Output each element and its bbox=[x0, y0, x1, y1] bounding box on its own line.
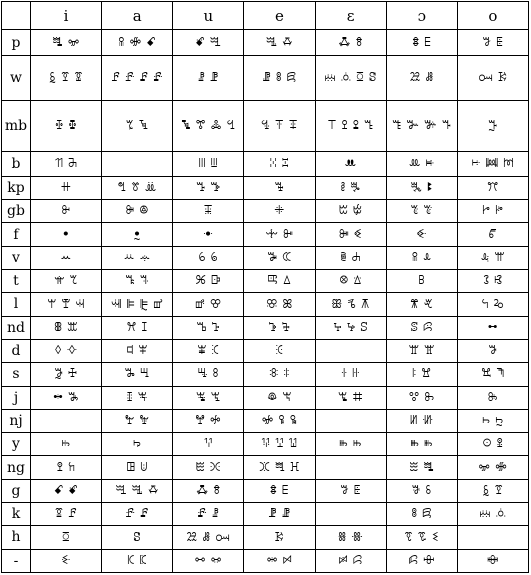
syllable-cell: ꕓ ꕔ bbox=[244, 270, 315, 293]
syllable-cell: ꔳ ꔴ bbox=[386, 200, 457, 223]
consonant-label: g bbox=[2, 479, 31, 502]
syllable-cell: ꔛ ꔜ bbox=[386, 151, 457, 176]
syllable-cell: ꖚ ꖛ bbox=[315, 386, 386, 409]
table-row bbox=[2, 503, 529, 526]
syllable-cell bbox=[31, 409, 102, 432]
syllable-cell: ꕬ ꕭ bbox=[31, 316, 102, 339]
syllable-cell bbox=[315, 456, 386, 479]
consonant-label: v bbox=[2, 246, 31, 269]
syllable-cell: ꖃ bbox=[457, 339, 528, 362]
syllable-cell: ꕍ ꕎ bbox=[31, 270, 102, 293]
syllable-cell: ꔩ ꔪ bbox=[386, 176, 457, 199]
syllable-cell: ꗅ ꗆ ꗇ bbox=[102, 479, 173, 502]
syllable-cell: ꖺ ꖻ bbox=[173, 456, 244, 479]
table-row bbox=[2, 526, 529, 549]
consonant-label: j bbox=[2, 386, 31, 409]
syllable-cell: ꔏ ꔐ ꔑ ꔒ bbox=[386, 100, 457, 151]
syllable-cell: ꗘ ꗙ bbox=[244, 503, 315, 526]
syllable-cell: ꕥ ꕦ ꕧ bbox=[315, 293, 386, 316]
syllable-cell bbox=[315, 503, 386, 526]
consonant-label: y bbox=[2, 433, 31, 456]
syllable-cell: ꖟ ꖠ bbox=[102, 409, 173, 432]
syllable-cell: ꔸ bbox=[102, 223, 173, 246]
syllable-cell: ꗴ bbox=[457, 549, 528, 572]
syllable-cell: ꔫ bbox=[457, 176, 528, 199]
syllable-cell: ꔾ bbox=[386, 223, 457, 246]
syllable-cell: ꔬ bbox=[31, 200, 102, 223]
syllable-cell: ꗎ ꗏ bbox=[386, 479, 457, 502]
syllable-cell: ꖲ ꖳ bbox=[386, 433, 457, 456]
consonant-label: gb bbox=[2, 200, 31, 223]
syllable-cell: ꕁ ꕂ bbox=[102, 246, 173, 269]
syllable-cell: ꗆ ꗇ bbox=[244, 30, 315, 56]
syllable-cell: ꗪ ꗫ bbox=[102, 549, 173, 572]
syllable-cell: ꕼ ꕽ bbox=[102, 339, 173, 362]
consonant-label: ng bbox=[2, 456, 31, 479]
table-row bbox=[2, 363, 529, 386]
syllable-cell: ꕪ ꕫ bbox=[457, 293, 528, 316]
consonant-label: mb bbox=[2, 100, 31, 151]
syllable-cell: ꖣ ꖤ ꖥ bbox=[244, 409, 315, 432]
syllable-cell: ꖬ bbox=[173, 433, 244, 456]
syllable-cell: ꕮ ꕯ bbox=[102, 316, 173, 339]
syllable-cell: ꗖ ꗗ bbox=[173, 503, 244, 526]
consonant-label: l bbox=[2, 293, 31, 316]
syllable-cell: ꗜ ꗝ bbox=[457, 503, 528, 526]
table-row bbox=[2, 223, 529, 246]
vowel-header-u: u bbox=[173, 2, 244, 30]
syllable-cell: ꕑ ꕒ bbox=[173, 270, 244, 293]
table-row bbox=[2, 339, 529, 362]
syllable-cell: ꖈ ꖉ bbox=[173, 363, 244, 386]
table-row bbox=[2, 386, 529, 409]
syllable-cell: ꔰ bbox=[244, 200, 315, 223]
syllable-cell: ꕲ ꕳ bbox=[244, 316, 315, 339]
syllable-cell: ꔂ ꔃ bbox=[102, 100, 173, 151]
syllable-cell: ꕇ ꕈ bbox=[315, 246, 386, 269]
syllable-cell: ꔷ bbox=[31, 223, 102, 246]
table-row bbox=[2, 176, 529, 199]
syllable-cell: ꕷ ꕸ bbox=[386, 316, 457, 339]
syllable-cell: ꔿ bbox=[457, 223, 528, 246]
syllable-cell: ꔼ ꔽ bbox=[315, 223, 386, 246]
consonant-label: p bbox=[2, 30, 31, 56]
table-row bbox=[2, 433, 529, 456]
syllable-cell bbox=[457, 526, 528, 549]
syllable-cell: ꕡ ꕢ bbox=[173, 293, 244, 316]
syllable-cell: ꔭ ꔮ bbox=[102, 200, 173, 223]
syllable-cell: ꗣ bbox=[244, 526, 315, 549]
syllable-cell: ꕅ ꕆ bbox=[244, 246, 315, 269]
syllable-cell: ꗔ ꗕ bbox=[102, 503, 173, 526]
syllable-cell: ꕏ ꕐ bbox=[102, 270, 173, 293]
syllable-cell: ꖘ ꖙ bbox=[244, 386, 315, 409]
table-row bbox=[2, 456, 529, 479]
syllable-cell: ꖞ bbox=[457, 386, 528, 409]
table-row bbox=[2, 246, 529, 269]
syllable-cell: ꖄ ꖅ bbox=[31, 363, 102, 386]
syllable-cell: ꖀ bbox=[244, 339, 315, 362]
consonant-label: d bbox=[2, 339, 31, 362]
table-row bbox=[2, 549, 529, 572]
table-row bbox=[2, 316, 529, 339]
syllable-cell: ꗦ ꗧ ꗨ bbox=[386, 526, 457, 549]
syllable-cell: ꗌ ꗍ bbox=[457, 30, 528, 56]
syllable-cell: ꗒ ꗓ bbox=[31, 503, 102, 526]
table-row bbox=[2, 100, 529, 151]
syllable-cell: ꖁ ꖂ bbox=[386, 339, 457, 362]
table-row bbox=[2, 270, 529, 293]
syllable-cell bbox=[315, 409, 386, 432]
syllable-cell: ꔖ ꔗ bbox=[173, 151, 244, 176]
syllable-cell: ꕋ ꕌ bbox=[457, 246, 528, 269]
syllable-cell: ꗐ ꗑ bbox=[457, 479, 528, 502]
consonant-label: w bbox=[2, 56, 31, 101]
syllable-cell: ꗢ ꗣ bbox=[457, 56, 528, 101]
syllable-cell: ꗠ ꗡ bbox=[386, 56, 457, 101]
syllable-cell: ꖖ ꖗ bbox=[173, 386, 244, 409]
vowel-header-o: o bbox=[457, 2, 528, 30]
syllable-cell: ꔧ ꔨ bbox=[315, 176, 386, 199]
syllable-cell bbox=[102, 151, 173, 176]
syllable-cell: ꖆ ꖇ bbox=[102, 363, 173, 386]
syllable-cell: ꖪ bbox=[31, 433, 102, 456]
syllable-cell bbox=[315, 339, 386, 362]
syllable-cell: ꗁ ꗂ bbox=[457, 456, 528, 479]
syllable-cell: ꖎ ꖏ bbox=[386, 363, 457, 386]
table-row bbox=[2, 479, 529, 502]
syllable-cell: ꔡ ꔢ ꔣ bbox=[102, 176, 173, 199]
syllable-cell: ꔔ ꔕ bbox=[31, 151, 102, 176]
syllable-cell: ꖴ ꖵ bbox=[457, 433, 528, 456]
syllable-cell: ꗠ ꗡ ꗢ bbox=[173, 526, 244, 549]
syllable-cell: ꔀ ꔁ bbox=[31, 100, 102, 151]
table-row bbox=[2, 409, 529, 432]
syllable-cell: ꗙ ꗚ ꗛ bbox=[244, 56, 315, 101]
table-body bbox=[2, 30, 529, 573]
syllable-cell: ꔘ ꔙ bbox=[244, 151, 315, 176]
table-row bbox=[2, 30, 529, 56]
vowel-header-a: a bbox=[102, 2, 173, 30]
syllable-cell: ꗈ ꗉ bbox=[173, 479, 244, 502]
syllable-cell: ꖊ ꖋ bbox=[244, 363, 315, 386]
consonant-label: kp bbox=[2, 176, 31, 199]
consonant-label: f bbox=[2, 223, 31, 246]
vowel-header-e: e bbox=[244, 2, 315, 30]
syllable-cell: ꔋ ꔌ ꔍ ꔎ bbox=[315, 100, 386, 151]
syllable-cell: ꔹ bbox=[173, 223, 244, 246]
consonant-label: b bbox=[2, 151, 31, 176]
syllable-cell: ꗩ bbox=[31, 549, 102, 572]
syllable-cell: ꖿ ꗀ bbox=[386, 456, 457, 479]
vowel-header-row bbox=[2, 2, 529, 30]
consonant-label: h bbox=[2, 526, 31, 549]
syllable-cell: ꖒ ꖓ bbox=[31, 386, 102, 409]
vowel-header-i: i bbox=[31, 2, 102, 30]
syllable-cell: ꔠ bbox=[31, 176, 102, 199]
syllable-cell: ꖼ ꖽ ꖾ bbox=[244, 456, 315, 479]
syllable-cell: ꔄ ꔅ ꔆ ꔇ bbox=[173, 100, 244, 151]
syllable-cell: ꖨ ꖩ bbox=[457, 409, 528, 432]
syllable-cell: ꔓ bbox=[457, 100, 528, 151]
consonant-label: nd bbox=[2, 316, 31, 339]
syllable-cell: ꗗ ꗘ bbox=[173, 56, 244, 101]
syllable-cell: ꖰ ꖱ bbox=[315, 433, 386, 456]
syllable-cell: ꗲ ꗳ bbox=[386, 549, 457, 572]
vowel-header-open-o: ɔ bbox=[386, 2, 457, 30]
syllable-cell: ꕺ ꕻ bbox=[31, 339, 102, 362]
syllable-cell: ꗤ ꗥ bbox=[315, 526, 386, 549]
syllabary-table bbox=[1, 1, 529, 573]
syllable-cell: ꕴ ꕵ ꕶ bbox=[315, 316, 386, 339]
syllable-cell: ꗞ bbox=[31, 526, 102, 549]
syllable-cell: ꔵ ꔶ bbox=[457, 200, 528, 223]
syllable-cell: ꖌ ꖍ bbox=[315, 363, 386, 386]
consonant-label: s bbox=[2, 363, 31, 386]
syllable-cell: ꖜ ꖝ bbox=[386, 386, 457, 409]
syllable-cell: ꗌ ꗍ bbox=[315, 479, 386, 502]
syllable-cell: ꗊ ꗋ bbox=[244, 479, 315, 502]
syllable-cell: ꗐ ꗑ ꗒ bbox=[31, 56, 102, 101]
syllable-cell: ꕕ ꕖ bbox=[315, 270, 386, 293]
syllable-cell: ꕉ ꕊ bbox=[386, 246, 457, 269]
syllable-cell: ꔤ ꔥ bbox=[173, 176, 244, 199]
syllable-cell: ꖡ ꖢ bbox=[173, 409, 244, 432]
corner-cell bbox=[2, 2, 31, 30]
syllable-cell: ꔦ bbox=[244, 176, 315, 199]
syllable-cell: ꗓ ꗔ ꗕ ꗖ bbox=[102, 56, 173, 101]
consonant-label: k bbox=[2, 503, 31, 526]
syllable-cell: ꗬ ꗭ bbox=[173, 549, 244, 572]
syllable-cell: ꕃ ꕄ bbox=[173, 246, 244, 269]
syllable-cell: ꔱ ꔲ bbox=[315, 200, 386, 223]
syllable-cell: ꕚ ꕛ ꕜ bbox=[31, 293, 102, 316]
syllable-cell: ꗃ ꗄ bbox=[31, 479, 102, 502]
table-row bbox=[2, 200, 529, 223]
syllable-cell: ꕀ bbox=[31, 246, 102, 269]
syllable-cell: ꖦ ꖧ bbox=[386, 409, 457, 432]
syllable-cell: ꔯ bbox=[173, 200, 244, 223]
syllable-cell: ꔝ ꔞ ꔟ bbox=[457, 151, 528, 176]
syllable-cell: ꗜ ꗝ ꗞ ꗟ bbox=[315, 56, 386, 101]
syllable-cell: ꖐ ꖑ bbox=[457, 363, 528, 386]
consonant-label: nj bbox=[2, 409, 31, 432]
syllable-cell: ꕾ ꕿ bbox=[173, 339, 244, 362]
syllable-cell: ꕹ bbox=[457, 316, 528, 339]
syllable-cell: ꔺ ꔻ bbox=[244, 223, 315, 246]
syllable-cell: ꕝ ꕞ ꕟ ꕠ bbox=[102, 293, 173, 316]
syllable-cell: ꕰ ꕱ bbox=[173, 316, 244, 339]
table-row bbox=[2, 56, 529, 101]
consonant-label: t bbox=[2, 270, 31, 293]
syllable-cell: ꗄ ꗅ bbox=[173, 30, 244, 56]
syllable-cell: ꗈ ꗉ bbox=[315, 30, 386, 56]
syllable-cell: ꕉ ꗂ ꗃ bbox=[102, 30, 173, 56]
syllable-cell: ꗚ ꗛ bbox=[386, 503, 457, 526]
syllable-cell: ꗊ ꗋ bbox=[386, 30, 457, 56]
vowel-header-open-e: ɛ bbox=[315, 2, 386, 30]
table-row bbox=[2, 293, 529, 316]
syllable-cell: ꗰ ꗱ bbox=[315, 549, 386, 572]
syllable-cell: ꕘ ꕙ bbox=[457, 270, 528, 293]
syllable-cell: ꕨ ꕩ bbox=[386, 293, 457, 316]
syllable-cell: ꕗ bbox=[386, 270, 457, 293]
syllable-cell: ꗀ ꗁ bbox=[31, 30, 102, 56]
table-header bbox=[2, 2, 529, 30]
syllable-cell: ꖶ ꖷ bbox=[31, 456, 102, 479]
syllable-cell: ꔚ bbox=[315, 151, 386, 176]
syllable-cell: ꗟ bbox=[102, 526, 173, 549]
syllable-cell: ꔈ ꔉ ꔊ bbox=[244, 100, 315, 151]
syllable-cell: ꖔ ꖕ bbox=[102, 386, 173, 409]
syllable-cell: ꖫ bbox=[102, 433, 173, 456]
syllable-cell: ꖸ ꖹ bbox=[102, 456, 173, 479]
syllable-cell: ꗮ ꗯ bbox=[244, 549, 315, 572]
consonant-label: - bbox=[2, 549, 31, 572]
table-row bbox=[2, 151, 529, 176]
syllable-cell: ꖭ ꖮ ꖯ bbox=[244, 433, 315, 456]
syllable-cell: ꕣ ꕤ bbox=[244, 293, 315, 316]
